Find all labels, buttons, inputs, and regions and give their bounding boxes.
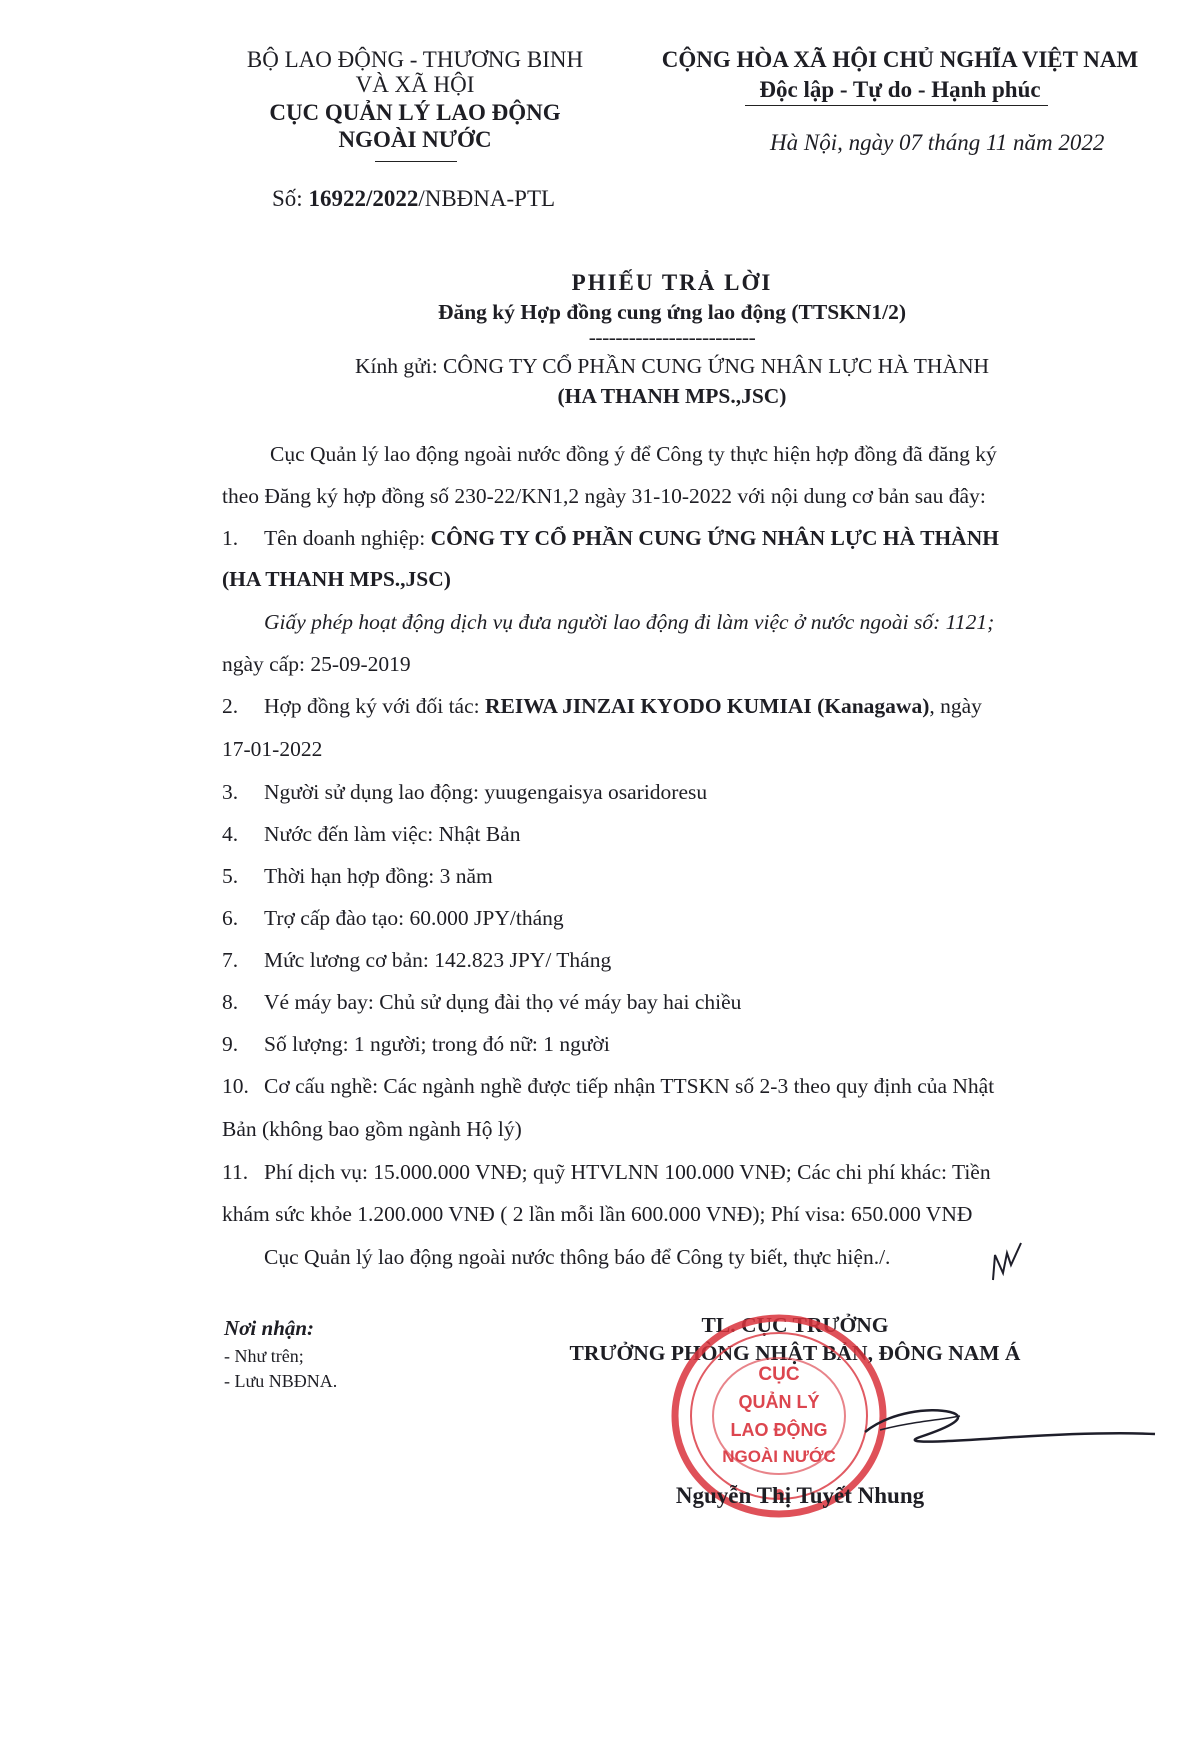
intro-line1: Cục Quản lý lao động ngoài nước đồng ý để Công ty thực hiện hợp đồng đã đăng ký (270, 442, 997, 466)
header-left-underline (375, 161, 457, 162)
department-line2: NGOÀI NƯỚC (338, 127, 492, 152)
stamp-text: CỤC (758, 1364, 800, 1385)
list-item-continuation: khám sức khỏe 1.200.000 VNĐ ( 2 lần mỗi lần 600.000 VNĐ); Phí visa: 650.000 VNĐ (222, 1202, 973, 1226)
motto-underline (745, 105, 1048, 106)
document-subtitle: Đăng ký Hợp đồng cung ứng lao động (TTSKN1/2) (437, 300, 907, 324)
national-motto: Độc lập - Tự do - Hạnh phúc (759, 77, 1041, 102)
closing-sentence: Cục Quản lý lao động ngoài nước thông báo để Công ty biết, thực hiện./. (264, 1245, 891, 1269)
contract-date: 17-01-2022 (222, 737, 323, 761)
header-left (230, 47, 600, 153)
intro-line2: theo Đăng ký hợp đồng số 230-22/KN1,2 ngày 31-10-2022 với nội dung cơ bản sau đây: (222, 484, 986, 508)
national-title: CỘNG HÒA XÃ HỘI CHỦ NGHĨA VIỆT NAM (661, 47, 1139, 72)
list-item: 6. Trợ cấp đào tạo: 60.000 JPY/tháng (222, 906, 564, 930)
document-number: Số: 16922/2022/NBĐNA-PTL (272, 186, 556, 211)
title-separator: ------------------------- (588, 325, 756, 349)
list-item: 10. Cơ cấu nghề: Các ngành nghề được tiếp nhận TTSKN số 2-3 theo quy định của Nhật (222, 1074, 995, 1098)
list-item: 8. Vé máy bay: Chủ sử dụng đài thọ vé máy bay hai chiều (222, 990, 742, 1014)
addressee-english-name: (HA THANH MPS.,JSC) (557, 384, 787, 408)
ministry-line1: BỘ LAO ĐỘNG - THƯƠNG BINH (246, 47, 584, 72)
list-item: 3. Người sử dụng lao động: yuugengaisya osaridoresu (222, 780, 708, 804)
company-english-name: (HA THANH MPS.,JSC) (222, 567, 451, 591)
recipient-item: - Lưu NBĐNA. (224, 1371, 338, 1391)
signer-name: Nguyễn Thị Tuyết Nhung (675, 1483, 925, 1508)
place-and-date: Hà Nội, ngày 07 tháng 11 năm 2022 (770, 130, 1105, 155)
list-item: 9. Số lượng: 1 người; trong đó nữ: 1 người (222, 1032, 610, 1056)
recipient-item: - Như trên; (224, 1346, 304, 1366)
document-title: PHIẾU TRẢ LỜI (571, 270, 773, 295)
list-item: 4. Nước đến làm việc: Nhật Bản (222, 822, 521, 846)
addressee: Kính gửi: CÔNG TY CỔ PHẦN CUNG ỨNG NHÂN LỰC HÀ THÀNH (354, 354, 990, 378)
license-line: Giấy phép hoạt động dịch vụ đưa người lao động đi làm việc ở nước ngoài số: 1121; (264, 610, 995, 634)
list-item-continuation: Bản (không bao gồm ngành Hộ lý) (222, 1117, 522, 1141)
license-date: ngày cấp: 25-09-2019 (222, 652, 411, 676)
signer-authority: TL. CỤC TRƯỞNG (701, 1313, 889, 1337)
list-item: 1. Tên doanh nghiệp: CÔNG TY CỔ PHẦN CUNG ỨNG NHÂN LỰC HÀ THÀNH (222, 526, 999, 550)
handwritten-signature (860, 1372, 1160, 1462)
ministry-line2: VÀ XÃ HỘI (355, 72, 475, 97)
stamp-text: QUẢN LÝ (738, 1392, 820, 1412)
signer-position: TRƯỞNG PHÒNG NHẬT BẢN, ĐÔNG NAM Á (569, 1341, 1021, 1365)
recipients-title: Nơi nhận: (224, 1316, 315, 1340)
list-item: 7. Mức lương cơ bản: 142.823 JPY/ Tháng (222, 948, 612, 972)
department-line1: CỤC QUẢN LÝ LAO ĐỘNG (269, 100, 561, 125)
list-item: 5. Thời hạn hợp đồng: 3 năm (222, 864, 493, 888)
stamp-text: LAO ĐỘNG (730, 1420, 828, 1440)
initial-mark (985, 1235, 1025, 1295)
list-item: 2. Hợp đồng ký với đối tác: REIWA JINZAI KYODO KUMIAI (Kanagawa), ngày (222, 694, 982, 718)
stamp-text: NGOÀI NƯỚC (722, 1447, 836, 1466)
list-item: 11. Phí dịch vụ: 15.000.000 VNĐ; quỹ HTVLNN 100.000 VNĐ; Các chi phí khác: Tiền (222, 1160, 991, 1184)
